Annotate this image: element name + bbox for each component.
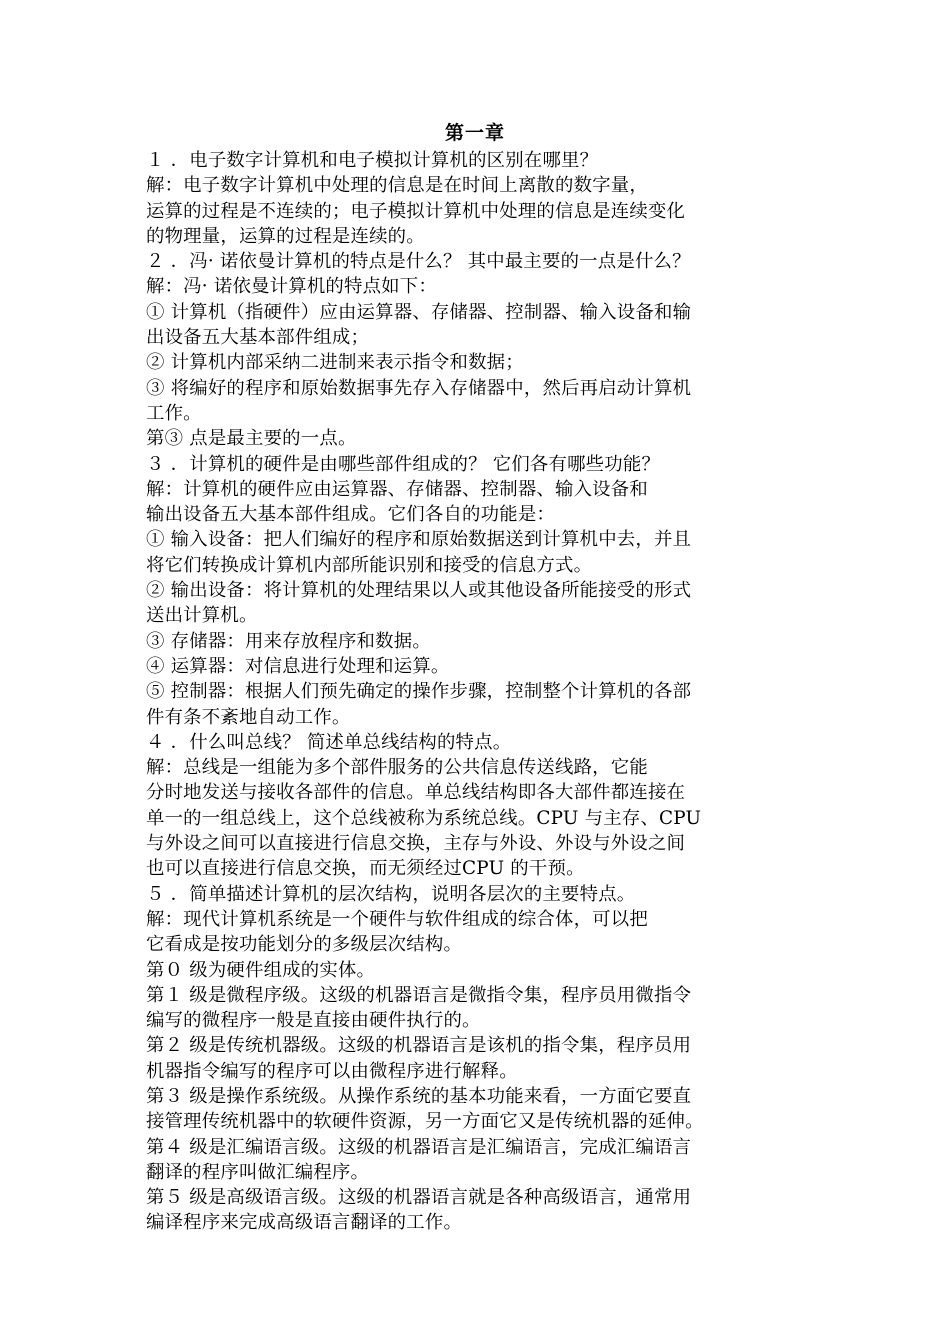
text-line: 单一的一组总线上，这个总线被称为系统总线。CPU 与主存、CPU: [146, 807, 702, 829]
text-line: 它看成是按功能划分的多级层次结构。: [146, 934, 463, 956]
document-body: [146, 148, 810, 1236]
text-line: 输出设备五大基本部件组成。它们各自的功能是：: [146, 504, 555, 526]
answer-start-line: 解：冯· 诺依曼计算机的特点如下：: [146, 276, 437, 298]
text-line: 第４ 级是汇编语言级。这级的机器语言是汇编语言，完成汇编语言: [146, 1136, 692, 1158]
question-line: ５ ．简单描述计算机的层次结构，说明各层次的主要特点。: [146, 883, 636, 905]
text-line: ① 输入设备：把人们编好的程序和原始数据送到计算机中去，并且: [146, 529, 692, 551]
text-line: 接管理传统机器中的软硬件资源，另一方面它又是传统机器的延伸。: [146, 1111, 704, 1133]
text-line: 与外设之间可以直接进行信息交换，主存与外设、外设与外设之间: [146, 833, 686, 855]
answer-start-line: 解：计算机的硬件应由运算器、存储器、控制器、输入设备和: [146, 478, 648, 500]
text-line: 也可以直接进行信息交换，而无须经过CPU 的干预。: [146, 858, 585, 880]
answer-start-line: 解：现代计算机系统是一个硬件与软件组成的综合体，可以把: [146, 908, 648, 930]
answer-start-line: 解：电子数字计算机中处理的信息是在时间上离散的数字量，: [146, 175, 648, 197]
question-line: ４ ．什么叫总线？ 简述单总线结构的特点。: [146, 731, 512, 753]
text-line: ③ 将编好的程序和原始数据事先存入存储器中，然后再启动计算机: [146, 377, 692, 399]
text-line: 第１ 级是微程序级。这级的机器语言是微指令集，程序员用微指令: [146, 984, 692, 1006]
text-line: ② 计算机内部采纳二进制来表示指令和数据；: [146, 352, 524, 374]
text-line: 的物理量，运算的过程是连续的。: [146, 225, 425, 247]
text-line: 工作。: [146, 402, 202, 424]
text-line: 第③ 点是最主要的一点。: [146, 428, 357, 450]
text-line: ② 输出设备：将计算机的处理结果以人或其他设备所能接受的形式: [146, 580, 692, 602]
question-line: ３ ．计算机的硬件是由哪些部件组成的？ 它们各有哪些功能？: [146, 453, 661, 475]
text-line: 翻译的程序叫做汇编程序。: [146, 1161, 370, 1183]
text-line: 第２ 级是传统机器级。这级的机器语言是该机的指令集，程序员用: [146, 1035, 692, 1057]
text-line: 编写的微程序一般是直接由硬件执行的。: [146, 1010, 481, 1032]
text-line: 第５ 级是高级语言级。这级的机器语言就是各种高级语言，通常用: [146, 1187, 692, 1209]
text-line: 第３ 级是操作系统级。从操作系统的基本功能来看，一方面它要直: [146, 1085, 692, 1107]
question-line: ２ ．冯· 诺依曼计算机的特点是什么？ 其中最主要的一点是什么？: [146, 251, 691, 273]
text-line: ③ 存储器：用来存放程序和数据。: [146, 630, 431, 652]
text-line: ⑤ 控制器：根据人们预先确定的操作步骤，控制整个计算机的各部: [146, 681, 692, 703]
text-line: 将它们转换成计算机内部所能识别和接受的信息方式。: [146, 554, 593, 576]
chapter-title: 第一章: [444, 122, 505, 144]
text-line: 送出计算机。: [146, 605, 258, 627]
text-line: ① 计算机（指硬件）应由运算器、存储器、控制器、输入设备和输: [146, 301, 692, 323]
text-line: 运算的过程是不连续的；电子模拟计算机中处理的信息是连续变化: [146, 200, 686, 222]
question-line: １ ．电子数字计算机和电子模拟计算机的区别在哪里？: [146, 150, 599, 171]
text-line: 件有条不紊地自动工作。: [146, 706, 351, 728]
text-line: 机器指令编写的程序可以由微程序进行解释。: [146, 1060, 518, 1082]
answer-start-line: 解：总线是一组能为多个部件服务的公共信息传送线路，它能: [146, 757, 648, 779]
text-line: 分时地发送与接收各部件的信息。单总线结构即各大部件都连接在: [146, 782, 686, 804]
text-line: ④ 运算器：对信息进行处理和运算。: [146, 655, 450, 677]
text-line: 第０ 级为硬件组成的实体。: [146, 959, 376, 981]
text-line: 出设备五大基本部件组成；: [146, 327, 370, 349]
text-line: 编译程序来完成高级语言翻译的工作。: [146, 1212, 463, 1234]
